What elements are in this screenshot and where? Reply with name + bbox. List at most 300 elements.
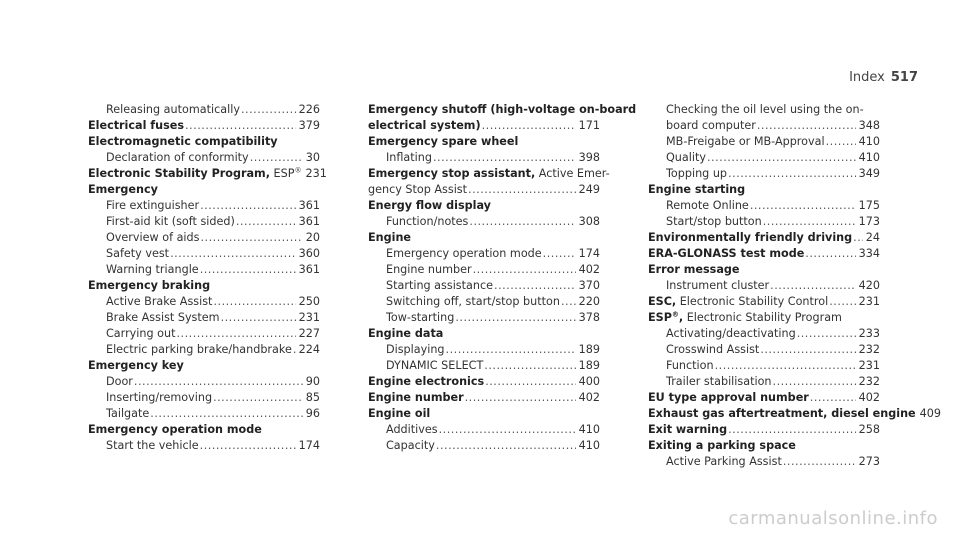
page-ref[interactable]: 370 (578, 279, 600, 292)
index-entry[interactable] (648, 230, 880, 246)
index-entry[interactable] (88, 342, 320, 358)
dot-leader (134, 374, 303, 390)
entry-label (666, 374, 772, 390)
index-entry[interactable] (368, 374, 600, 390)
entry-label (368, 230, 411, 246)
entry-heading: Emergency (88, 183, 158, 196)
index-entry[interactable] (648, 150, 880, 166)
page-ref[interactable]: 410 (858, 135, 880, 148)
entry-text: Inserting/removing (106, 391, 213, 404)
index-entry[interactable] (648, 214, 880, 230)
index-title: Index (849, 70, 885, 85)
entry-label (106, 102, 240, 118)
dot-leader (728, 166, 856, 182)
page-ref[interactable]: 379 (298, 119, 320, 132)
page-ref[interactable]: 249 (578, 183, 600, 196)
entry-text: Additives (386, 423, 438, 436)
entry-heading: Energy flow display (368, 199, 491, 212)
page-ref[interactable]: 233 (858, 327, 880, 340)
dot-leader (433, 150, 576, 166)
entry-label (648, 262, 739, 278)
page-ref[interactable]: 361 (298, 199, 320, 212)
index-entry (88, 358, 320, 374)
entry-label (648, 438, 796, 454)
entry-text: Electronic Stability Program (683, 311, 842, 324)
index-entry (368, 102, 637, 118)
page-ref[interactable]: 308 (578, 215, 600, 228)
entry-text: Active Brake Assist (106, 295, 213, 308)
entry-heading: Engine starting (648, 183, 746, 196)
page-ref[interactable]: 24 (865, 231, 880, 244)
index-entry[interactable] (88, 230, 320, 246)
dot-leader (750, 198, 856, 214)
entry-text: Function (666, 359, 714, 372)
page-ref[interactable]: 410 (578, 439, 600, 452)
entry-label (386, 342, 445, 358)
page-ref[interactable]: 361 (298, 215, 320, 228)
dot-leader (482, 118, 576, 134)
entry-label (666, 150, 706, 166)
page-ref[interactable]: 232 (858, 343, 880, 356)
index-entry[interactable] (648, 374, 880, 390)
dot-leader (150, 406, 302, 422)
entry-text: Tailgate (106, 407, 150, 420)
entry-label (88, 118, 184, 134)
entry-label (648, 246, 804, 262)
index-entry (368, 406, 600, 422)
index-entry[interactable] (648, 134, 880, 150)
index-entry[interactable] (88, 294, 320, 310)
entry-text: Displaying (386, 343, 445, 356)
entry-label (386, 214, 468, 230)
entry-text: Trailer stabilisation (666, 375, 772, 388)
page-ref[interactable]: 30 (305, 151, 320, 164)
page-ref[interactable]: 171 (578, 119, 600, 132)
entry-heading: ESP®, (648, 310, 684, 324)
dot-leader (170, 246, 296, 262)
entry-label (666, 198, 749, 214)
entry-text: Starting assistance (386, 279, 494, 292)
entry-text: First-aid kit (soft sided) (106, 215, 235, 228)
entry-label (648, 422, 727, 438)
index-entry (648, 310, 880, 326)
entry-heading: Emergency operation mode (88, 423, 262, 436)
page-ref[interactable]: 96 (305, 407, 320, 420)
entry-label (386, 422, 438, 438)
page-ref[interactable]: 85 (305, 391, 320, 404)
dot-leader (485, 374, 575, 390)
entry-text: Topping up (666, 167, 728, 180)
entry-label (88, 134, 278, 150)
entry-label (666, 326, 796, 342)
index-entry[interactable] (88, 262, 320, 278)
watermark: carmanualsonline.info (728, 508, 938, 529)
page-ref[interactable]: 400 (578, 375, 600, 388)
page-ref[interactable]: 174 (298, 439, 320, 452)
dot-leader (185, 118, 296, 134)
entry-heading: Engine (368, 231, 412, 244)
entry-label (368, 118, 481, 134)
entry-text: Safety vest (106, 247, 170, 260)
index-entry[interactable] (88, 166, 327, 182)
entry-label (666, 454, 782, 470)
entry-text: Electronic Stability Control (676, 295, 829, 308)
entry-text: gency Stop Assist (368, 183, 468, 196)
entry-text: Crosswind Assist (666, 343, 760, 356)
entry-text: Checking the oil level using the on- (666, 103, 864, 116)
page-ref[interactable]: 361 (298, 263, 320, 276)
page-ref[interactable]: 231 (298, 311, 320, 324)
index-entry[interactable] (88, 246, 320, 262)
dot-leader (436, 438, 576, 454)
entry-label (106, 390, 212, 406)
page-ref[interactable]: 189 (578, 359, 600, 372)
page-ref[interactable]: 227 (298, 327, 320, 340)
entry-text: Active Parking Assist (666, 455, 782, 468)
entry-text: Remote Online (666, 199, 749, 212)
dot-leader (473, 262, 576, 278)
entry-heading: EU type approval number (648, 391, 809, 404)
dot-leader (715, 358, 856, 374)
entry-label (666, 134, 825, 150)
entry-label (386, 310, 454, 326)
entry-heading: Emergency spare wheel (368, 135, 519, 148)
page-ref[interactable]: 232 (858, 375, 880, 388)
index-entry[interactable] (88, 150, 320, 166)
entry-label (648, 230, 852, 246)
dot-leader (469, 214, 575, 230)
page-ref[interactable]: 410 (578, 423, 600, 436)
index-column-3 (648, 102, 941, 470)
entry-text: Warning triangle (106, 263, 199, 276)
dot-leader (455, 310, 575, 326)
dot-leader (728, 422, 856, 438)
index-entry[interactable] (368, 310, 600, 326)
index-entry[interactable] (368, 390, 600, 406)
page-ref[interactable]: 378 (578, 311, 600, 324)
entry-text: Function/notes (386, 215, 469, 228)
dot-leader (293, 342, 296, 358)
dot-leader (200, 262, 296, 278)
entry-label (368, 406, 430, 422)
entry-label (106, 438, 199, 454)
page-ref[interactable]: 420 (858, 279, 880, 292)
index-entry[interactable] (88, 310, 320, 326)
page-ref[interactable]: 189 (578, 343, 600, 356)
dot-leader (797, 326, 856, 342)
entry-text: Overview of aids (106, 231, 200, 244)
entry-heading: Emergency shutoff (high-voltage on-board (368, 103, 637, 116)
entry-label (88, 422, 262, 438)
dot-leader (250, 150, 303, 166)
dot-leader (200, 438, 296, 454)
entry-heading: Emergency stop assistant, (368, 167, 536, 180)
dot-leader (829, 294, 855, 310)
dot-leader (200, 230, 302, 246)
entry-heading: Environmentally friendly driving (648, 231, 853, 244)
page-ref[interactable]: 231 (858, 295, 880, 308)
index-entry (368, 326, 600, 342)
dot-leader (221, 310, 296, 326)
page-ref[interactable]: 175 (858, 199, 880, 212)
index-entry[interactable] (648, 406, 941, 422)
index-entry[interactable] (648, 342, 880, 358)
entry-heading: Engine electronics (368, 375, 485, 388)
index-entry[interactable] (368, 438, 600, 454)
entry-text: Releasing automatically (106, 103, 240, 116)
dot-leader (810, 390, 856, 406)
index-column-1 (88, 102, 327, 454)
entry-text: Capacity (386, 439, 435, 452)
index-entry[interactable] (368, 342, 600, 358)
index-entry (88, 182, 320, 198)
entry-text: Door (106, 375, 133, 388)
index-entry (648, 262, 880, 278)
entry-heading: Electromagnetic compatibility (88, 135, 278, 148)
entry-text: Start the vehicle (106, 439, 199, 452)
index-entry (368, 230, 600, 246)
index-entry[interactable] (88, 438, 320, 454)
index-entry[interactable] (88, 326, 320, 342)
entry-label (368, 102, 636, 118)
index-entry[interactable] (648, 166, 880, 182)
page-ref[interactable]: 409 (919, 407, 941, 420)
entry-label (648, 182, 745, 198)
entry-label (106, 406, 149, 422)
entry-text: Carrying out (106, 327, 176, 340)
entry-label (106, 230, 199, 246)
entry-heading: electrical system) (368, 119, 481, 132)
index-entry (648, 102, 880, 118)
page-ref[interactable]: 273 (858, 455, 880, 468)
entry-text: Instrument cluster (666, 279, 770, 292)
entry-label (386, 278, 493, 294)
dot-leader (241, 102, 296, 118)
index-entry[interactable] (368, 182, 600, 198)
index-entry[interactable] (648, 326, 880, 342)
entry-label (386, 438, 435, 454)
entry-heading: Electronic Stability Program, (88, 167, 270, 180)
index-entry[interactable] (368, 278, 600, 294)
page-ref[interactable]: 231 (305, 167, 327, 180)
index-entry[interactable] (88, 198, 320, 214)
dot-leader (757, 118, 856, 134)
page-ref[interactable]: 250 (298, 295, 320, 308)
entry-label (666, 214, 762, 230)
entry-label (106, 310, 220, 326)
entry-heading: Engine oil (368, 407, 431, 420)
entry-label (368, 390, 464, 406)
entry-label (648, 294, 828, 310)
entry-label (368, 198, 491, 214)
page-ref[interactable]: 402 (858, 391, 880, 404)
entry-label (386, 150, 432, 166)
page-ref[interactable]: 90 (305, 375, 320, 388)
index-entry (368, 166, 610, 182)
entry-label (88, 278, 210, 294)
page-number: 517 (890, 70, 918, 85)
entry-label (88, 358, 184, 374)
dot-leader (468, 182, 576, 198)
entry-label (368, 134, 518, 150)
dot-leader (213, 294, 295, 310)
index-entry[interactable] (648, 246, 880, 262)
index-entry (368, 198, 600, 214)
entry-heading: Exit warning (648, 423, 728, 436)
entry-heading: ERA-GLONASS test mode (648, 247, 805, 260)
entry-text: Quality (666, 151, 706, 164)
dot-leader (805, 246, 855, 262)
index-entry[interactable] (368, 262, 600, 278)
entry-text: Fire extinguisher (106, 199, 200, 212)
entry-heading: Exiting a parking space (648, 439, 796, 452)
index-entry[interactable] (368, 358, 600, 374)
entry-label (386, 262, 472, 278)
index-entry[interactable] (648, 358, 880, 374)
index-entry[interactable] (88, 406, 320, 422)
entry-label (648, 406, 916, 422)
index-entry[interactable] (368, 246, 600, 262)
entry-text: Switching off, start/stop button (386, 295, 560, 308)
index-entry[interactable] (648, 118, 880, 134)
page-ref[interactable]: 402 (578, 391, 600, 404)
entry-label (88, 166, 301, 182)
index-entry[interactable] (648, 198, 880, 214)
page-ref[interactable]: 402 (578, 263, 600, 276)
entry-label (106, 294, 212, 310)
entry-label (368, 182, 467, 198)
entry-heading: ESC, (648, 295, 677, 308)
index-entry (88, 278, 320, 294)
entry-label (666, 118, 756, 134)
page-ref[interactable]: 173 (858, 215, 880, 228)
index-entry[interactable] (88, 118, 320, 134)
index-entry[interactable] (648, 422, 880, 438)
entry-label (106, 198, 199, 214)
index-entry[interactable] (368, 422, 600, 438)
entry-heading: Exhaust gas aftertreatment, diesel engine (648, 407, 916, 420)
entry-label (666, 102, 864, 118)
index-entry (648, 182, 880, 198)
index-entry (368, 134, 600, 150)
entry-label (106, 150, 249, 166)
index-entry[interactable] (648, 454, 880, 470)
dot-leader (773, 374, 856, 390)
entry-heading: Electrical fuses (88, 119, 185, 132)
page-ref[interactable]: 224 (298, 343, 320, 356)
entry-heading: Emergency braking (88, 279, 211, 292)
dot-leader (439, 422, 576, 438)
entry-text: Declaration of conformity (106, 151, 249, 164)
page-ref[interactable]: 410 (858, 151, 880, 164)
entry-label (648, 310, 842, 326)
index-entry (88, 422, 320, 438)
page-ref[interactable]: 174 (578, 247, 600, 260)
index-entry (648, 438, 880, 454)
dot-leader (707, 150, 856, 166)
entry-label (666, 166, 727, 182)
entry-label (368, 326, 443, 342)
entry-label (106, 374, 133, 390)
entry-text: Electric parking brake/handbrake (106, 343, 292, 356)
entry-label (106, 326, 175, 342)
entry-text: Activating/deactivating (666, 327, 796, 340)
entry-label (88, 182, 158, 198)
entry-label (648, 390, 809, 406)
entry-label (666, 278, 769, 294)
index-entry[interactable] (368, 214, 600, 230)
index-entry[interactable] (648, 390, 880, 406)
dot-leader (200, 198, 296, 214)
dot-leader (826, 134, 856, 150)
dot-leader (213, 390, 303, 406)
page-ref[interactable]: 220 (578, 295, 600, 308)
page-ref[interactable]: 349 (858, 167, 880, 180)
entry-text: Inflating (386, 151, 432, 164)
entry-label (106, 214, 235, 230)
page-ref[interactable]: 258 (858, 423, 880, 436)
entry-text: Engine number (386, 263, 472, 276)
entry-text: Active Emer- (535, 167, 610, 180)
entry-text: Brake Assist System (106, 311, 220, 324)
page-ref[interactable]: 226 (298, 103, 320, 116)
entry-label (666, 342, 759, 358)
page-ref[interactable]: 231 (858, 359, 880, 372)
dot-leader (176, 326, 295, 342)
dot-leader (783, 454, 856, 470)
index-entry[interactable] (368, 150, 600, 166)
index-entry[interactable] (88, 374, 320, 390)
entry-text: MB-Freigabe or MB-Approval (666, 135, 825, 148)
entry-label (106, 246, 169, 262)
entry-heading: Engine data (368, 327, 444, 340)
index-entry (88, 134, 320, 150)
dot-leader (770, 278, 855, 294)
entry-heading: Emergency key (88, 359, 184, 372)
dot-leader (543, 246, 576, 262)
dot-leader (494, 278, 576, 294)
index-entry[interactable] (88, 214, 320, 230)
entry-text: ESP® (269, 166, 302, 180)
entry-text: DYNAMIC SELECT (386, 359, 484, 372)
entry-label (386, 294, 560, 310)
entry-heading: Engine number (368, 391, 464, 404)
dot-leader (853, 230, 863, 246)
dot-leader (446, 342, 576, 358)
page-ref[interactable]: 334 (858, 247, 880, 260)
entry-label (106, 262, 199, 278)
entry-label (386, 358, 483, 374)
entry-text: Start/stop button (666, 215, 762, 228)
index-entry[interactable] (88, 102, 320, 118)
index-entry[interactable] (368, 118, 600, 134)
index-entry[interactable] (648, 294, 880, 310)
entry-label (368, 374, 484, 390)
page-ref[interactable]: 360 (298, 247, 320, 260)
page-header (849, 70, 918, 85)
dot-leader (236, 214, 296, 230)
entry-text: Tow-starting (386, 311, 455, 324)
page-ref[interactable]: 348 (858, 119, 880, 132)
index-entry[interactable] (88, 390, 320, 406)
dot-leader (760, 342, 855, 358)
page-ref[interactable]: 20 (305, 231, 320, 244)
entry-label (386, 246, 542, 262)
dot-leader (484, 358, 575, 374)
index-entry[interactable] (648, 278, 880, 294)
page-ref[interactable]: 398 (578, 151, 600, 164)
index-entry[interactable] (368, 294, 600, 310)
